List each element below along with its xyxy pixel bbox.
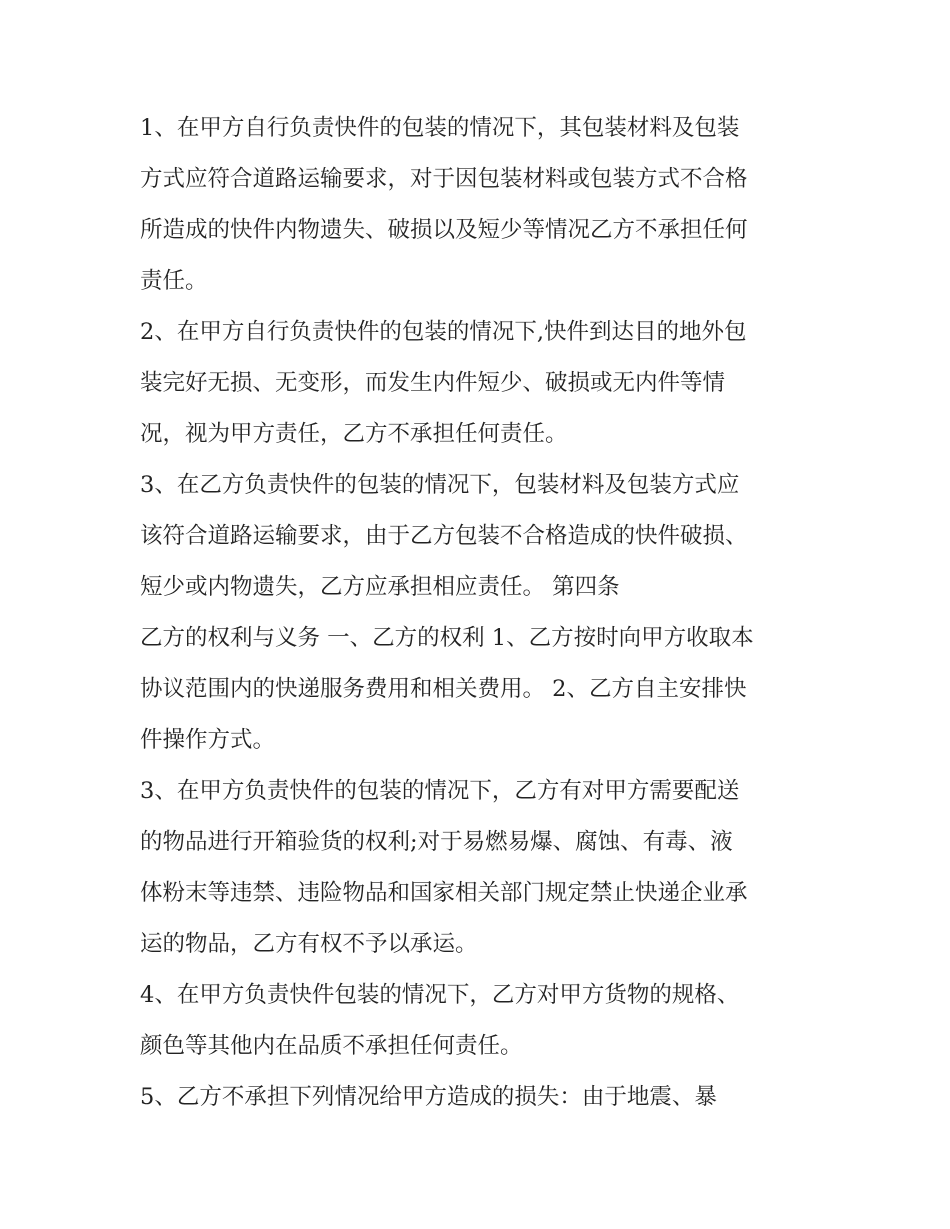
text-line: 3、在乙方负责快件的包装的情况下，包装材料及包装方式应 [140,472,740,498]
text-line: 5、乙方不承担下列情况给甲方造成的损失：由于地震、暴 [140,1084,717,1110]
text-line: 件操作方式。 [140,727,276,753]
text-line: 运的物品，乙方有权不予以承运。 [140,931,478,957]
text-line: 的物品进行开箱验货的权利;对于易燃易爆、腐蚀、有毒、液 [140,829,733,855]
text-line: 1、在甲方自行负责快件的包装的情况下，其包装材料及包装 [140,115,740,141]
text-line: 装完好无损、无变形，而发生内件短少、破损或无内件等情 [140,370,726,396]
text-line: 3、在甲方负责快件的包装的情况下，乙方有对甲方需要配送 [140,778,740,804]
text-line: 所造成的快件内物遗失、破损以及短少等情况乙方不承担任何 [140,217,748,243]
text-line: 2、在甲方自行负责快件的包装的情况下,快件到达目的地外包 [140,319,747,345]
text-line: 方式应符合道路运输要求，对于因包装材料或包装方式不合格 [140,166,748,192]
text-line: 颜色等其他内在品质不承担任何责任。 [140,1033,523,1059]
document-body [140,103,816,1123]
text-line: 责任。 [140,268,208,294]
text-line: 该符合道路运输要求，由于乙方包装不合格造成的快件破损、 [140,523,748,549]
text-line: 协议范围内的快递服务费用和相关费用。 2、乙方自主安排快 [140,676,747,702]
text-line: 体粉末等违禁、违险物品和国家相关部门规定禁止快递企业承 [140,880,748,906]
text-line: 况，视为甲方责任，乙方不承担任何责任。 [140,421,568,447]
text-line: 短少或内物遗失，乙方应承担相应责任。 第四条 [140,574,620,600]
text-line: 乙方的权利与义务 一、乙方的权利 1、乙方按时向甲方收取本 [140,625,754,651]
text-line: 4、在甲方负责快件包装的情况下，乙方对甲方货物的规格、 [140,982,740,1008]
